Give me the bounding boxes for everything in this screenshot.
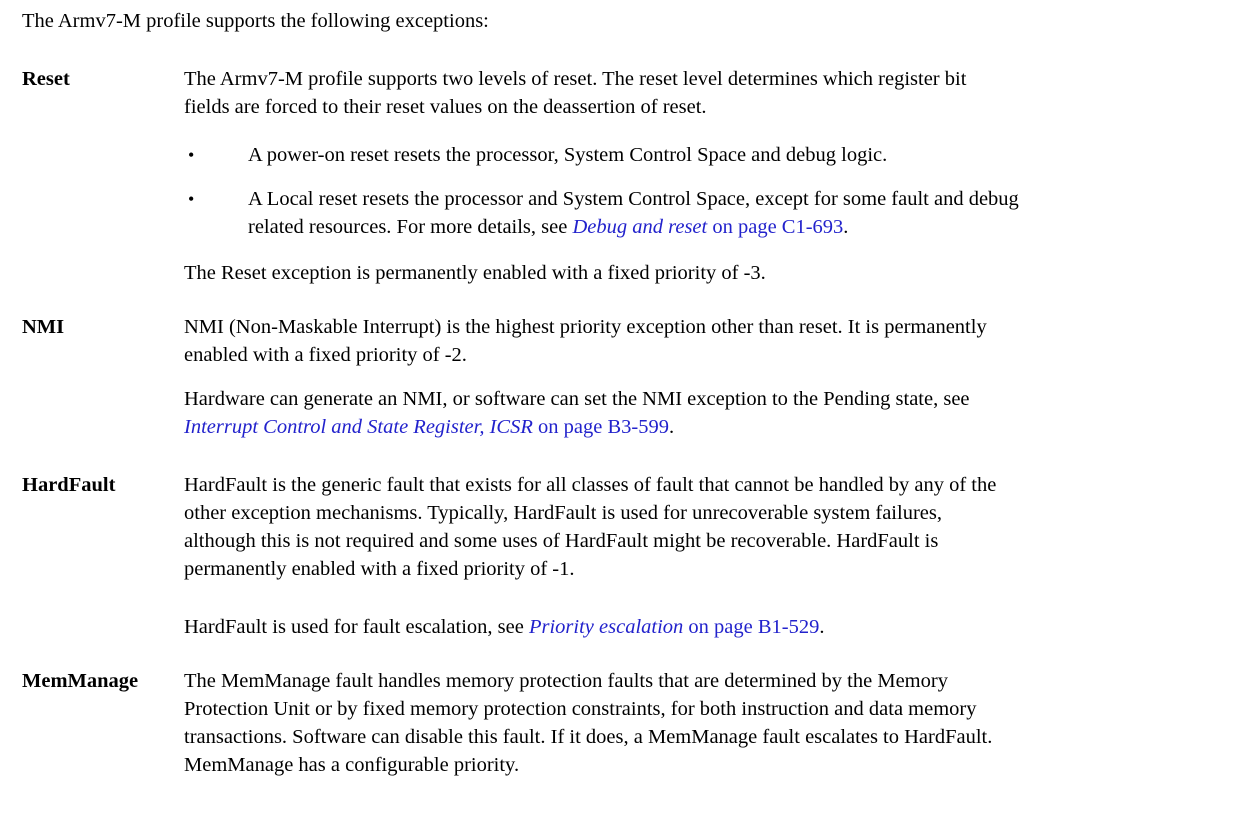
hardfault-description-line-3: although this is not required and some uses of HardFault might be recoverable. HardFault is [184, 530, 939, 552]
nmi-description-line-1: NMI (Non-Maskable Interrupt) is the highest priority exception other than reset. It is permanently [184, 316, 987, 338]
intro-text: The Armv7-M profile supports the following exceptions: [22, 10, 489, 32]
term-hardfault: HardFault [22, 474, 116, 496]
bullet-marker: • [188, 189, 195, 209]
link-debug-and-reset[interactable] [572, 216, 843, 238]
nmi-pending-end: . [668, 416, 675, 438]
reset-bullet-local-line-1: A Local reset resets the processor and System Control Space, except for some fault and debug [248, 188, 1019, 210]
reset-bullet-local-end: . [843, 216, 849, 238]
nmi-pending-line-1: Hardware can generate an NMI, or software can set the NMI exception to the Pending state, see [184, 388, 970, 410]
bullet-marker: • [188, 145, 195, 165]
term-reset: Reset [22, 68, 70, 90]
link-priority-escalation[interactable] [529, 616, 819, 638]
reset-bullet-local-line-2 [248, 213, 848, 241]
term-nmi: NMI [22, 316, 65, 338]
hardfault-description-line-1: HardFault is the generic fault that exists for all classes of fault that cannot be handled by any of the [184, 474, 997, 496]
memmanage-description-line-3: transactions. Software can disable this fault. If it does, a MemManage fault escalates to HardFault. [184, 726, 993, 748]
link-priority-escalation-page: on page B1-529 [683, 616, 820, 638]
link-priority-escalation-title: Priority escalation [528, 616, 684, 638]
term-memmanage: MemManage [22, 670, 139, 692]
hardfault-escalation-text: HardFault is used for fault escalation, see [184, 616, 529, 638]
link-debug-and-reset-page: on page C1-693 [707, 216, 844, 238]
hardfault-escalation-end: . [819, 616, 825, 638]
nmi-description-line-2: enabled with a fixed priority of -2. [184, 344, 467, 366]
reset-description-line-2: fields are forced to their reset values on the deassertion of reset. [184, 96, 707, 118]
memmanage-description-line-2: Protection Unit or by fixed memory protection constraints, for both instruction and data memory [184, 698, 977, 720]
link-icsr-title: Interrupt Control and State Register, ICSR [184, 416, 533, 438]
reset-description-line-1: The Armv7-M profile supports two levels of reset. The reset level determines which register bit [184, 68, 967, 90]
link-icsr[interactable] [184, 416, 669, 438]
memmanage-description-line-1: The MemManage fault handles memory protection faults that are determined by the Memory [184, 670, 948, 692]
reset-priority-text: The Reset exception is permanently enabled with a fixed priority of -3. [184, 262, 766, 284]
link-debug-and-reset-title: Debug and reset [572, 216, 708, 238]
nmi-pending-line-2 [184, 413, 674, 441]
hardfault-description-line-4: permanently enabled with a fixed priority of -1. [184, 558, 575, 580]
reset-bullet-power-on: A power-on reset resets the processor, System Control Space and debug logic. [248, 144, 888, 166]
hardfault-escalation-line [184, 613, 825, 641]
link-icsr-page: on page B3-599 [532, 416, 669, 438]
reset-bullet-local-text: related resources. For more details, see [248, 216, 573, 238]
hardfault-description-line-2: other exception mechanisms. Typically, HardFault is used for unrecoverable system failures, [184, 502, 942, 524]
memmanage-description-line-4: MemManage has a configurable priority. [184, 754, 520, 776]
